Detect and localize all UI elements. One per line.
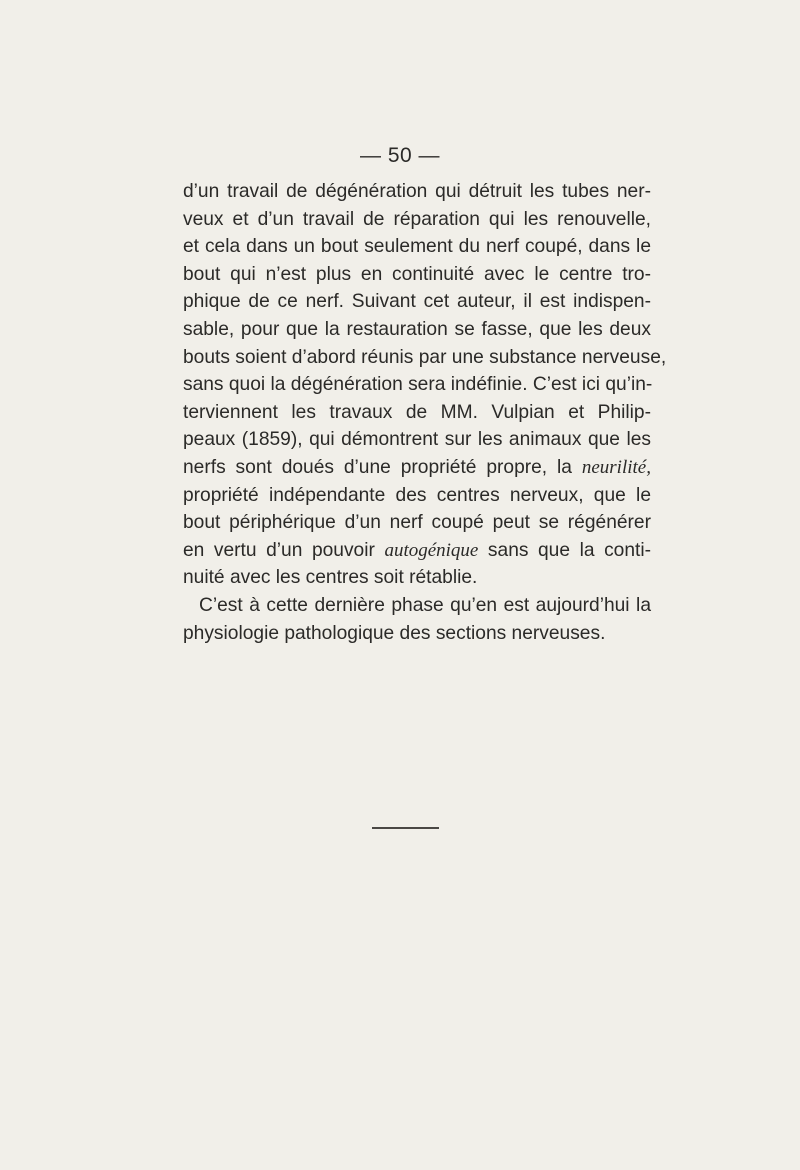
text-span: sans que la conti-	[478, 539, 651, 561]
text-line: sable, pour que la restauration se fasse, que les deux	[183, 318, 651, 340]
text-line: physiologie pathologique des sections nerveuses.	[183, 622, 606, 644]
text-line	[183, 537, 651, 565]
text-span: nerfs sont doués d’une propriété propre, la	[183, 456, 582, 478]
text-line: propriété indépendante des centres nerveux, que le	[183, 484, 651, 506]
text-line: phique de ce nerf. Suivant cet auteur, il est indispen-	[183, 291, 651, 313]
text-line: sans quoi la dégénération sera indéfinie. C’est ici qu’in-	[183, 374, 653, 396]
text-line: et cela dans un bout seulement du nerf coupé, dans le	[183, 236, 651, 258]
body-text	[183, 178, 667, 647]
text-span: en vertu d’un pouvoir	[183, 539, 385, 561]
text-line	[183, 454, 651, 482]
italic-term-neurilite: neurilité,	[581, 456, 651, 478]
text-line: terviennent les travaux de MM. Vulpian et Philip-	[183, 401, 651, 423]
page-number: — 50 —	[359, 144, 441, 167]
text-line: veux et d’un travail de réparation qui les renouvelle,	[183, 208, 651, 230]
text-line: nuité avec les centres soit rétablie.	[183, 567, 478, 589]
text-line: bout qui n’est plus en continuité avec le centre tro-	[183, 263, 651, 285]
text-line: d’un travail de dégénération qui détruit les tubes ner-	[183, 181, 651, 202]
text-line: C’est à cette dernière phase qu’en est aujourd’hui la	[199, 594, 651, 616]
text-line: bout périphérique d’un nerf coupé peut se régénérer	[183, 512, 651, 534]
section-rule	[372, 827, 439, 829]
italic-term-autogenique: autogénique	[384, 539, 479, 561]
text-line: peaux (1859), qui démontrent sur les animaux que les	[183, 429, 651, 451]
text-line: bouts soient d’abord réunis par une substance nerveuse,	[183, 346, 667, 368]
